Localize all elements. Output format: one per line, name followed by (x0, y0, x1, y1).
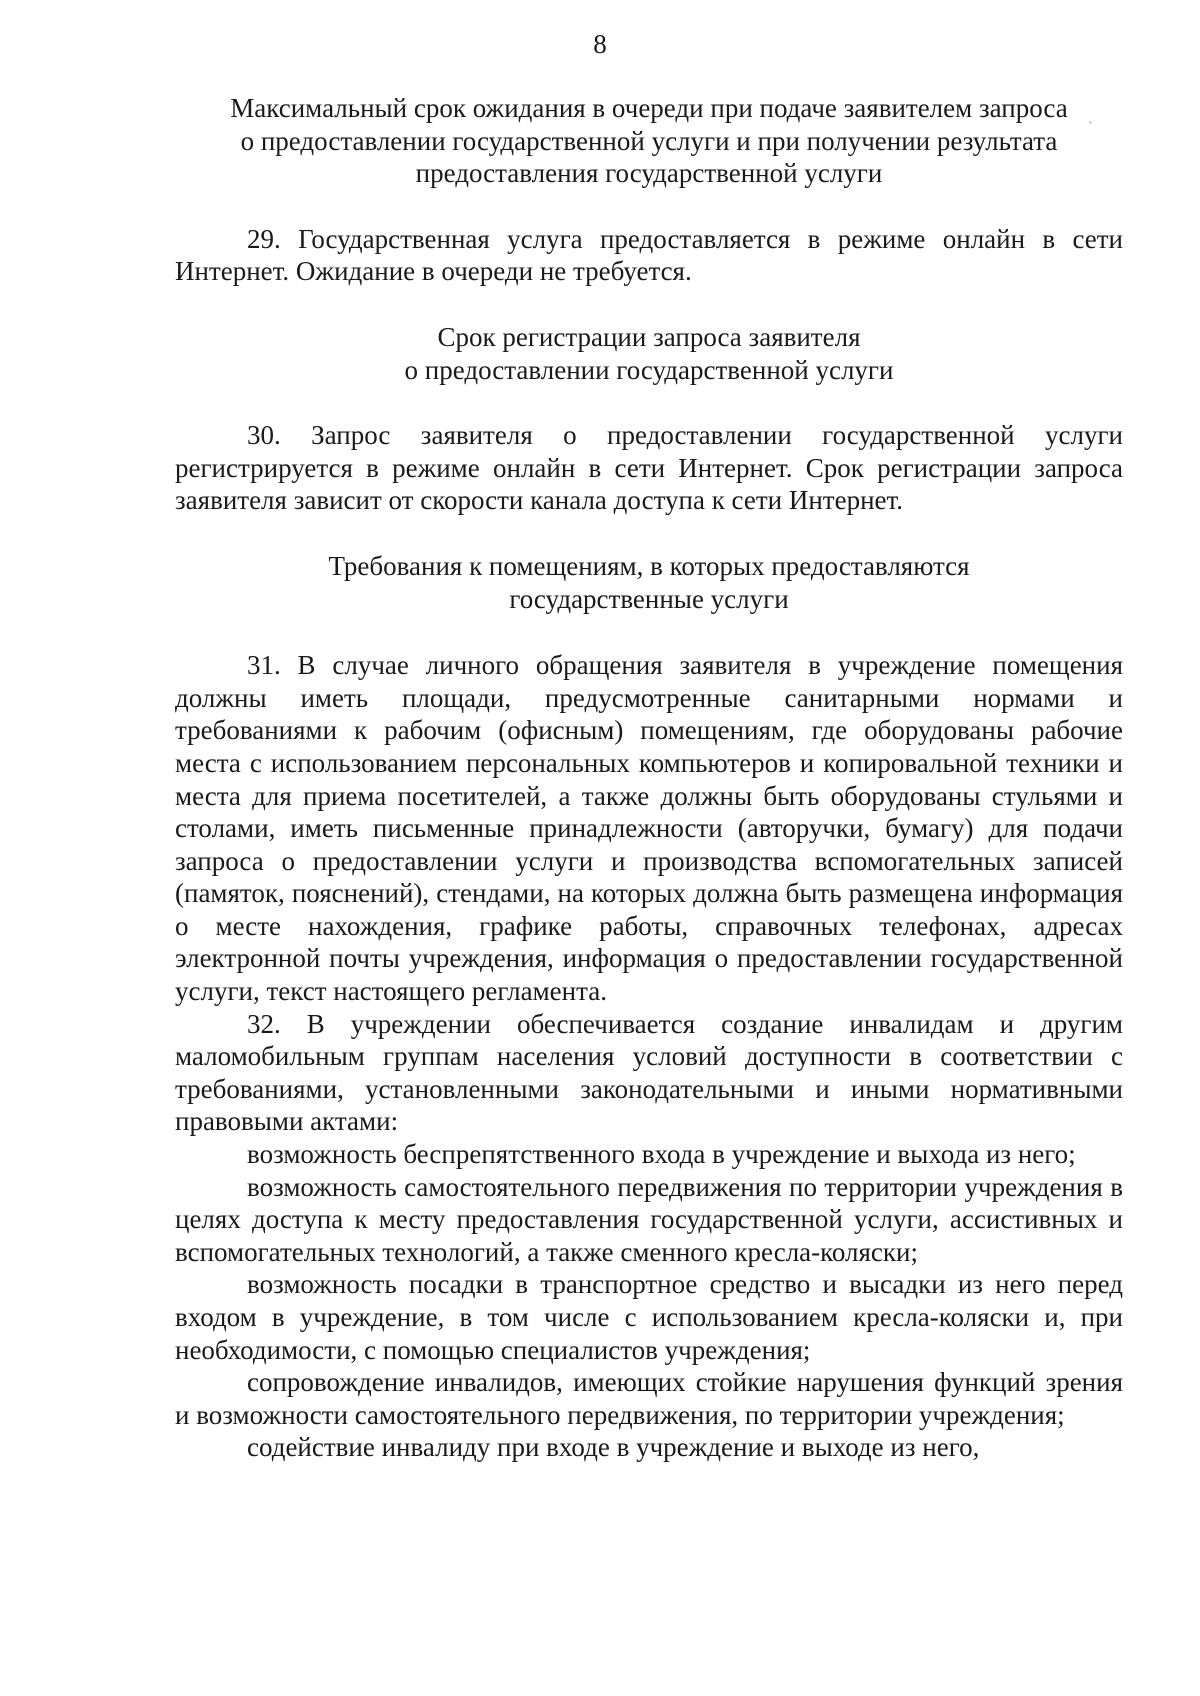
heading-line: предоставления государственной услуги (415, 158, 883, 189)
paragraph-30: 30. Запрос заявителя о предоставлении государственной услуги регистрируется в режиме онлайн в сети Интернет. Срок регистрации запроса заявителя зависит от скорости канала доступа к сети Интернет. (175, 420, 1123, 516)
page-number: 8 (593, 29, 607, 59)
scan-speck: ` (1088, 120, 1093, 135)
paragraph-29: 29. Государственная услуга предоставляется в режиме онлайн в сети Интернет. Ожидание в очереди не требуется. (175, 223, 1123, 287)
list-item: сопровождение инвалидов, имеющих стойкие нарушения функций зрения и возможности самостоятельного передвижения, по территории учреждения; (175, 1367, 1123, 1430)
heading-line: Требования к помещениям, в которых предоставляются (328, 550, 970, 581)
paragraph-31: 31. В случае личного обращения заявителя в учреждение помещения должны иметь площади, предусмотренные санитарными нормами и требованиями к рабочим (офисным) помещениям, где оборудованы рабочие места с использованием персональных компьютеров и копировальной техники и места для приема посетителей, а также должны быть оборудованы стульями и столами, иметь письменные принадлежности (авторучки, бумагу) для подачи запроса о предоставлении услуги и производства вспомогательных записей (памяток, пояснений), стендами, на которых должна быть размещена информация о месте нахождения, графике работы, справочных телефонах, адресах электронной почты учреждения, информация о предоставлении государственной услуги, текст настоящего регламента. (175, 650, 1123, 1007)
list-item: возможность посадки в транспортное средство и высадки из него перед входом в учреждение, в том числе с использованием кресла-коляски и, при необходимости, с помощью специалистов учреждения; (175, 1269, 1123, 1365)
section-heading-registration-term (175, 321, 1123, 386)
section-heading-queue-wait (175, 92, 1123, 190)
heading-line: Срок регистрации запроса заявителя (437, 321, 861, 352)
heading-line: Максимальный срок ожидания в очереди при подаче заявителем запроса (230, 93, 1068, 123)
paragraph-32: 32. В учреждении обеспечивается создание инвалидам и другим маломобильным группам населения условий доступности в соответствии с требованиями, установленными законодательными и иными нормативными правовыми актами: (175, 1008, 1123, 1137)
document-body (175, 92, 1123, 1464)
heading-line: государственные услуги (509, 583, 789, 614)
heading-line: о предоставлении государственной услуги и при получении результата (240, 125, 1058, 156)
list-item: содействие инвалиду при входе в учреждение и выходе из него, (247, 1432, 980, 1463)
heading-line: о предоставлении государственной услуги (404, 354, 894, 385)
section-heading-premises-requirements (175, 550, 1123, 615)
list-item: возможность самостоятельного передвижения по территории учреждения в целях доступа к месту предоставления государственной услуги, ассистивных и вспомогательных технологий, а также сменного кресла-коляски; (175, 1171, 1123, 1267)
list-item: возможность беспрепятственного входа в учреждение и выхода из него; (247, 1139, 1076, 1170)
